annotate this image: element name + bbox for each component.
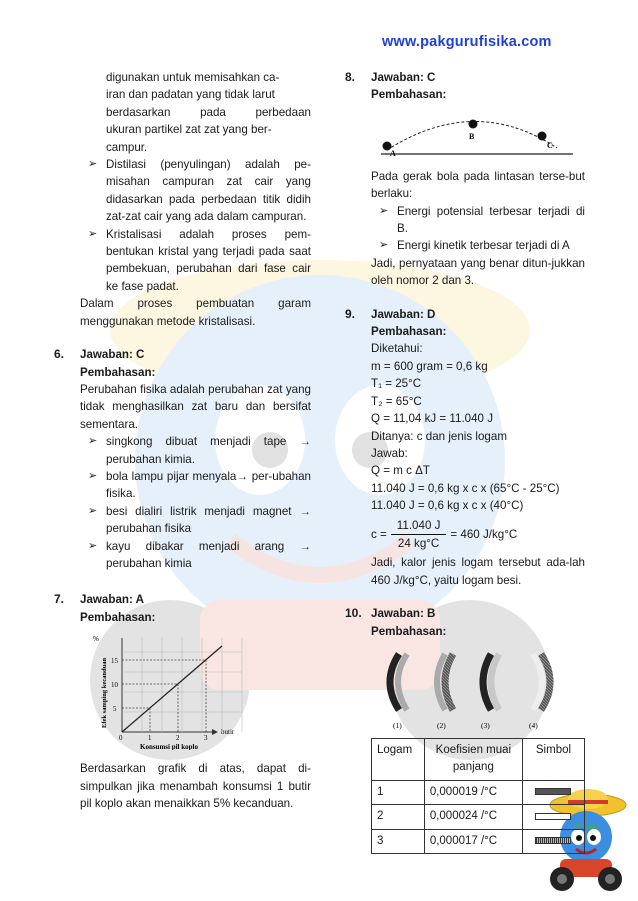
text-line: ukuran partikel zat zat yang ber- — [106, 123, 272, 137]
discussion-label: Pembahasan: — [371, 624, 447, 638]
fraction-lhs: c = — [371, 527, 387, 541]
calc-line: Ditanya: c dan jenis logam — [371, 429, 507, 443]
symbol-dark — [535, 788, 571, 795]
question-6 — [54, 346, 311, 572]
question-number: 10. — [345, 606, 362, 621]
y-axis-label: Efek samping kecanduan — [101, 658, 108, 729]
x-arrow-label: butir — [221, 728, 235, 737]
x-tick: 1 — [148, 734, 152, 743]
fraction-numerator: 11.040 J — [391, 517, 447, 535]
consumption-graph — [92, 632, 252, 750]
y-tick: 15 — [111, 657, 118, 666]
expansion-table — [371, 738, 585, 854]
svg-text:C: C — [547, 140, 553, 150]
y-tick: 5 — [113, 705, 117, 714]
calc-line: Jawab: — [371, 446, 408, 460]
question-10 — [345, 605, 585, 854]
symbol-white — [535, 813, 571, 820]
svg-text:(2): (2) — [437, 720, 446, 730]
calc-line: m = 600 gram = 0,6 kg — [371, 359, 488, 373]
calc-line: Q = m c ΔT — [371, 464, 430, 478]
x-tick: 2 — [176, 734, 180, 743]
ball-trajectory — [377, 112, 577, 158]
conclusion-text: Jadi, pernyataan yang benar ditun-jukkan oleh nomor 2 dan 3. — [371, 256, 585, 288]
answer-label: Jawaban: B — [371, 607, 436, 621]
table-row: 3 0,000017 /°C — [372, 829, 585, 853]
continued-text — [80, 69, 311, 156]
answer-label: Jawaban: C — [80, 348, 145, 362]
text-line: berdasarkan pada perbedaan — [106, 105, 311, 119]
trend-line — [122, 646, 222, 732]
question-number: 9. — [345, 306, 356, 321]
discussion-label: Pembahasan: — [371, 325, 447, 339]
fraction-equation — [371, 517, 585, 553]
text-line: campur. — [106, 140, 148, 154]
calc-line: 11.040 J = 0,6 kg x c x (40°C) — [371, 499, 524, 513]
discussion-text: Pada gerak bola pada lintasan terse-but berlaku: — [371, 169, 585, 201]
table-header: Logam Koefisien muai panjang Simbol — [372, 738, 585, 780]
question-8 — [345, 69, 585, 290]
bullet-item: ➢ Energi potensial terbesar terjadi di B. — [371, 203, 585, 238]
text-line: iran dan padatan yang tidak larut — [106, 88, 275, 102]
svg-text:(4): (4) — [529, 720, 538, 730]
svg-text:(3): (3) — [481, 720, 490, 730]
question-7 — [54, 591, 311, 812]
x-tick: 0 — [119, 734, 123, 743]
svg-text:(1): (1) — [393, 720, 402, 730]
x-axis-label: Konsumsi pil koplo — [140, 743, 198, 751]
fraction-denominator: 24 kg°C — [397, 536, 440, 550]
graph-conclusion: Berdasarkan grafik di atas, dapat di-simpulkan jika menambah konsumsi 1 butir pil koplo akan menaikkan 5% kecanduan. — [80, 762, 311, 810]
known-label: Diketahui: — [371, 342, 423, 356]
right-column — [345, 69, 585, 854]
fraction-rhs: = 460 J/kg°C — [450, 527, 518, 541]
bullet-item: ➢ bola lampu pijar menyala→ per-ubahan fisika. — [80, 468, 311, 503]
discussion-text: Perubahan fisika adalah perubahan zat yang tidak menghasilkan zat baru dan bersifat sementara. — [80, 382, 311, 431]
bullet-kristalisasi: ➢ Kristalisasi adalah proses pem-bentukan kristal yang terjadi pada saat pembekuan, perubahan dari fase cair ke fase padat. — [80, 226, 311, 296]
bullet-distilasi: ➢ Distilasi (penyulingan) adalah pe-misahan campuran zat cair yang didasarkan pada perbedaan titik didih zat-zat cair yang ada dalam campuran. — [80, 156, 311, 226]
site-url[interactable]: www.pakgurufisika.com — [382, 34, 552, 50]
table-row: 2 0,000024 /°C — [372, 805, 585, 829]
svg-text:B: B — [469, 131, 475, 141]
symbol-hatched — [535, 837, 571, 844]
answer-label: Jawaban: C — [371, 71, 436, 84]
y-unit: % — [93, 635, 99, 644]
bullet-item: ➢ besi dialiri listrik menjadi magnet → perubahan fisika — [80, 503, 311, 538]
question-number: 8. — [345, 70, 356, 84]
calc-line: T₁ = 25°C — [371, 377, 422, 391]
discussion-label: Pembahasan: — [80, 365, 156, 379]
question-number: 7. — [54, 592, 65, 607]
conclusion-text: Jadi, kalor jenis logam tersebut ada-lah 460 J/kg°C, yaitu logam besi. — [371, 556, 585, 587]
bimetal-strips — [377, 648, 577, 732]
ball-c — [538, 131, 547, 140]
x-tick: 3 — [204, 734, 208, 743]
y-tick: 10 — [111, 681, 118, 690]
svg-text:A: A — [390, 148, 396, 158]
table-row: 1 0,000019 /°C — [372, 780, 585, 804]
discussion-label: Pembahasan: — [80, 610, 156, 624]
bullet-item: ➢ singkong dibuat menjadi tape → perubahan kimia. — [80, 433, 311, 468]
left-column — [54, 69, 311, 812]
discussion-label: Pembahasan: — [371, 88, 447, 102]
calc-line: T₂ = 65°C — [371, 394, 422, 408]
text-line: digunakan untuk memisahkan ca- — [106, 71, 280, 84]
bullet-item: ➢ kayu dibakar menjadi arang → perubahan kimia — [80, 538, 311, 573]
bullet-item: ➢ Energi kinetik terbesar terjadi di A — [371, 237, 585, 254]
question-number: 6. — [54, 347, 65, 362]
question-9 — [345, 306, 585, 590]
conclusion-text: Dalam proses pembuatan garam menggunakan metode kristalisasi. — [80, 297, 311, 328]
calc-line: Q = 11,04 kJ = 11.040 J — [371, 412, 494, 426]
calc-line: 11.040 J = 0,6 kg x c x (65°C - 25°C) — [371, 481, 560, 495]
answer-label: Jawaban: D — [371, 307, 436, 321]
ball-b — [469, 119, 478, 128]
answer-label: Jawaban: A — [80, 593, 144, 607]
